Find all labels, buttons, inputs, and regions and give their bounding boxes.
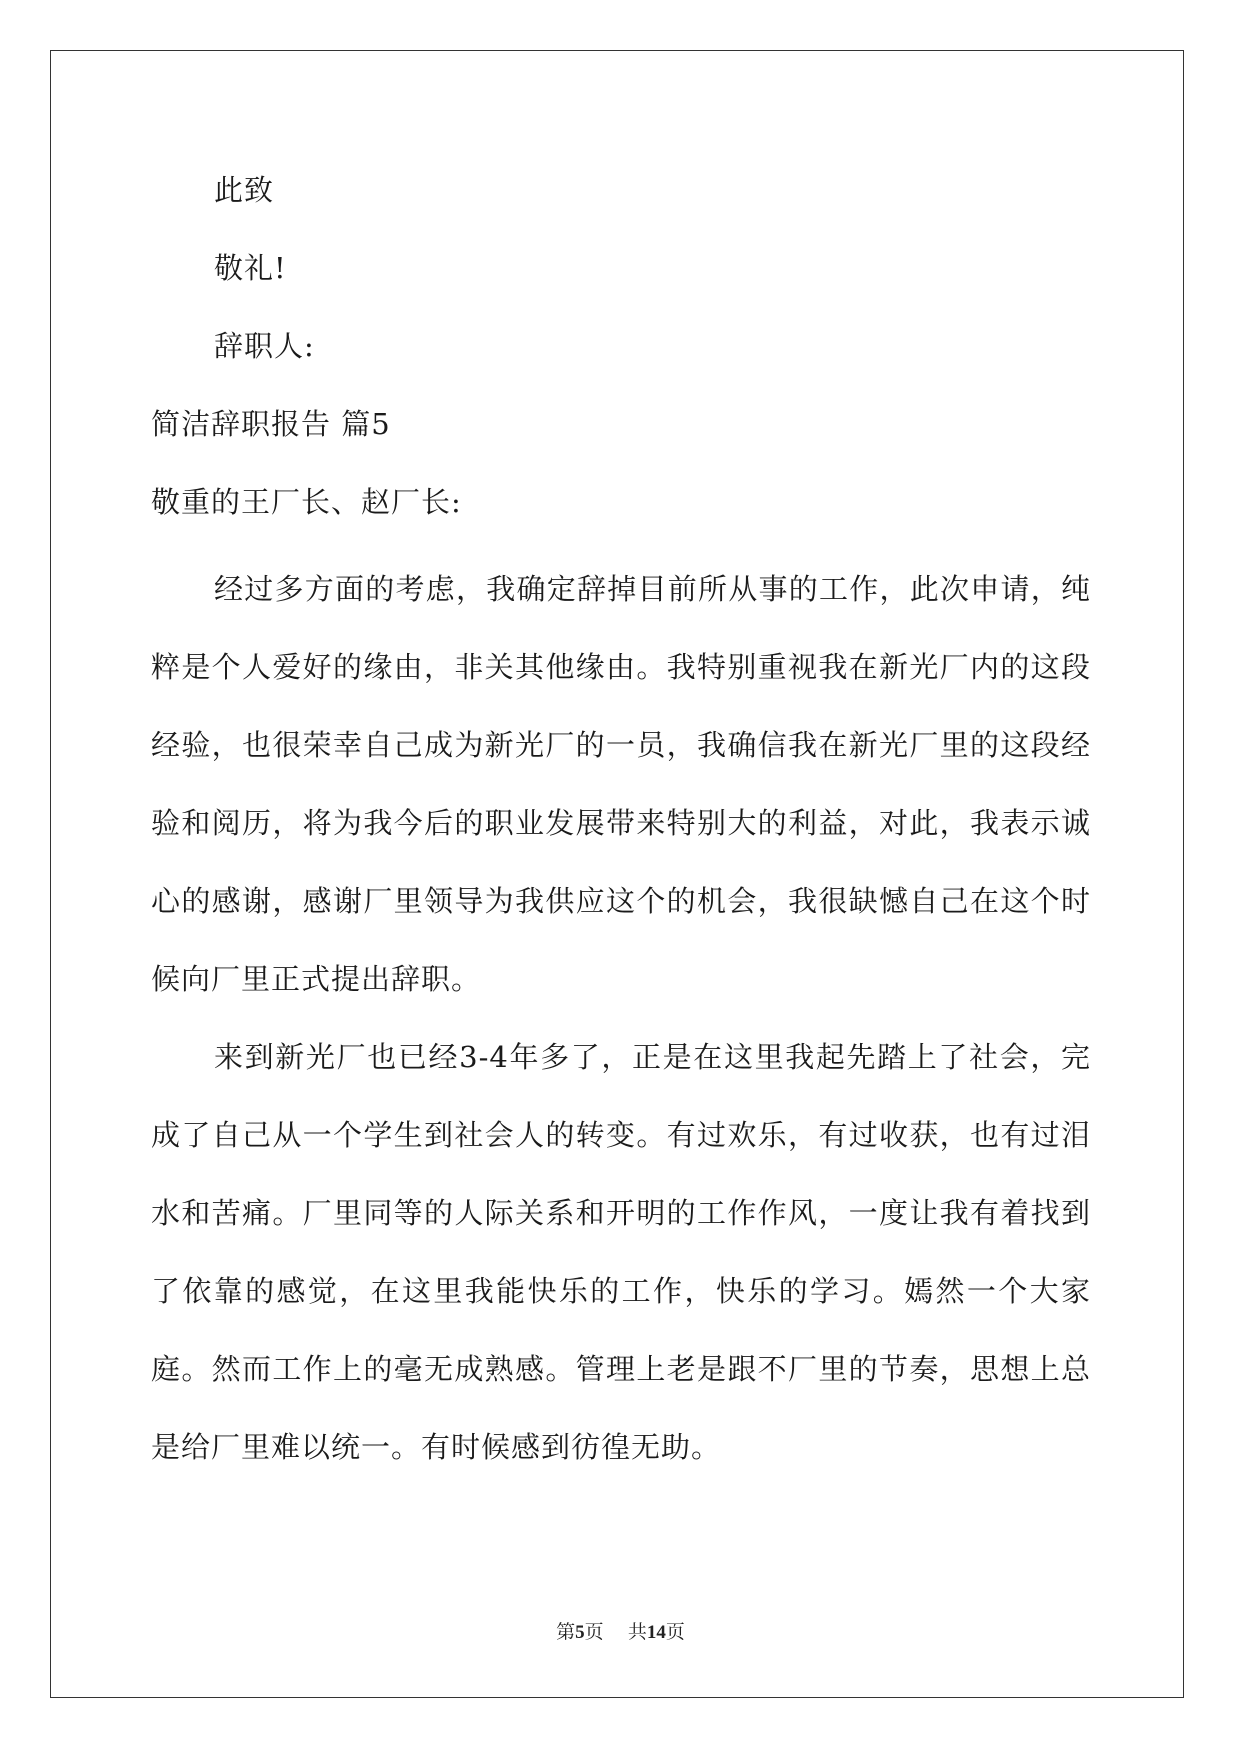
current-page-number: 5 — [575, 1622, 585, 1643]
footer-prefix: 第 — [556, 1621, 576, 1643]
total-pages-number: 14 — [646, 1622, 666, 1643]
footer-total-prefix: 共 — [627, 1621, 647, 1643]
footer-page-word: 页 — [584, 1621, 604, 1643]
paragraph: 经过多方面的考虑，我确定辞掉目前所从事的工作，此次申请，纯粹是个人爱好的缘由，非关其他缘由。我特别重视我在新光厂内的这段经验，也很荣幸自己成为新光厂的一员，我确信我在新光厂里的这段经验和阅历，将为我今后的职业发展带来特别大的利益，对此，我表示诚心的感谢，感谢厂里领导为我供应这个的机会，我很缺憾自己在这个时候向厂里正式提出辞职。 — [151, 572, 1091, 996]
footer-total-suffix: 页 — [665, 1621, 685, 1643]
signer-line: 辞职人: — [214, 329, 315, 363]
greeting: 敬重的王厂长、赵厂长: — [151, 485, 462, 519]
closing-line-2: 敬礼! — [214, 251, 287, 285]
page-footer — [0, 1617, 1241, 1644]
section-title: 简洁辞职报告 篇5 — [151, 407, 391, 441]
closing-line-1: 此致 — [214, 173, 275, 207]
paragraph: 来到新光厂也已经3-4年多了，正是在这里我起先踏上了社会，完成了自己从一个学生到社会人的转变。有过欢乐，有过收获，也有过泪水和苦痛。厂里同等的人际关系和开明的工作作风，一度让我有着找到了依靠的感觉，在这里我能快乐的工作，快乐的学习。嫣然一个大家庭。然而工作上的毫无成熟感。管理上老是跟不厂里的节奏，思想上总是给厂里难以统一。有时候感到彷徨无助。 — [151, 1040, 1091, 1464]
document-body — [151, 160, 1091, 1486]
